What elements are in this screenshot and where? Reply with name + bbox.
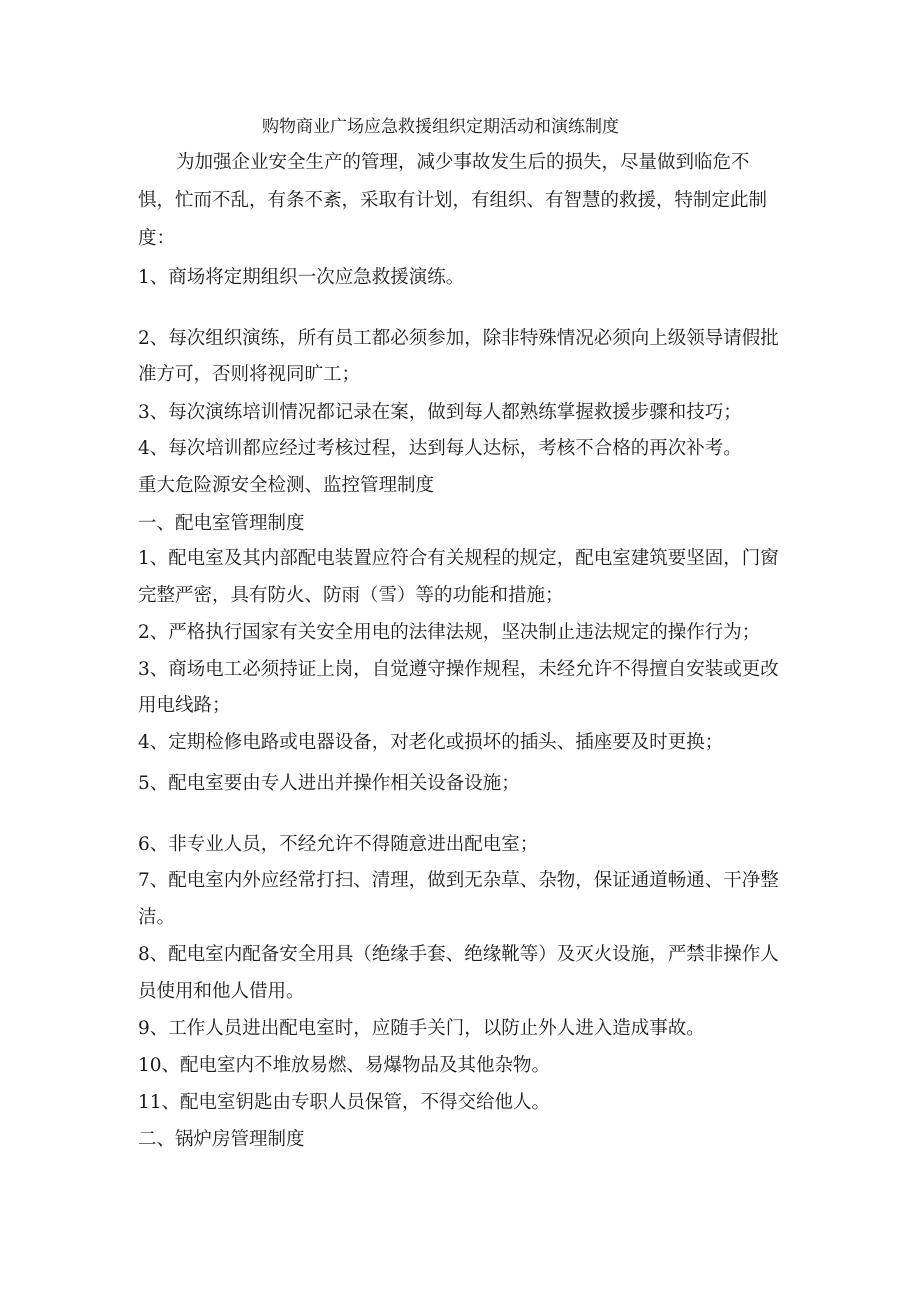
- intro-line: 度：: [138, 228, 176, 249]
- power-room-item: 1、配电室及其内部配电装置应符合有关规程的规定，配电室建筑要坚固，门窗: [138, 548, 779, 569]
- power-room-item: 5、配电室要由专人进出并操作相关设备设施；: [138, 773, 520, 794]
- power-room-item: 10、配电室内不堆放易燃、易爆物品及其他杂物。: [138, 1055, 551, 1076]
- power-room-item: 11、配电室钥匙由专职人员保管，不得交给他人。: [138, 1092, 551, 1113]
- drill-item: 2、每次组织演练，所有员工都必须参加，除非特殊情况必须向上级领导请假批: [138, 328, 779, 349]
- drill-item: 3、每次演练培训情况都记录在案，做到每人都熟练掌握救援步骤和技巧；: [138, 402, 742, 423]
- power-room-item: 用电线路；: [138, 695, 231, 716]
- power-room-item: 2、严格执行国家有关安全用电的法律法规，坚决制止违法规定的操作行为；: [138, 622, 761, 643]
- power-room-item: 3、商场电工必须持证上岗，自觉遵守操作规程，未经允许不得擅自安装或更改: [138, 659, 779, 680]
- power-room-item: 9、工作人员进出配电室时，应随手关门，以防止外人进入造成事故。: [138, 1018, 705, 1039]
- power-room-item: 4、定期检修电路或电器设备，对老化或损坏的插头、插座要及时更换；: [138, 732, 724, 753]
- drill-item: 1、商场将定期组织一次应急救援演练。: [138, 267, 465, 288]
- intro-line: 惧，忙而不乱，有条不紊，采取有计划，有组织、有智慧的救援，特制定此制: [138, 190, 768, 211]
- power-room-item: 7、配电室内外应经常打扫、清理，做到无杂草、杂物，保证通道畅通、干净整: [138, 870, 779, 891]
- subsection-heading: 二、锅炉房管理制度: [138, 1129, 305, 1150]
- document-title: 购物商业广场应急救援组织定期活动和演练制度: [262, 117, 619, 137]
- intro-line: 为加强企业安全生产的管理，减少事故发生后的损失，尽量做到临危不: [176, 152, 750, 173]
- drill-item: 4、每次培训都应经过考核过程，达到每人达标，考核不合格的再次补考。: [138, 438, 742, 459]
- drill-item: 准方可，否则将视同旷工；: [138, 364, 361, 385]
- power-room-item: 完整严密，具有防火、防雨（雪）等的功能和措施；: [138, 585, 564, 606]
- subsection-heading: 一、配电室管理制度: [138, 513, 305, 534]
- section-heading: 重大危险源安全检测、监控管理制度: [138, 475, 435, 496]
- power-room-item: 洁。: [138, 907, 176, 928]
- power-room-item: 8、配电室内配备安全用具（绝缘手套、绝缘靴等）及灭火设施，严禁非操作人: [138, 944, 779, 965]
- power-room-item: 6、非专业人员，不经允许不得随意进出配电室；: [138, 834, 539, 855]
- power-room-item: 员使用和他人借用。: [138, 981, 305, 1002]
